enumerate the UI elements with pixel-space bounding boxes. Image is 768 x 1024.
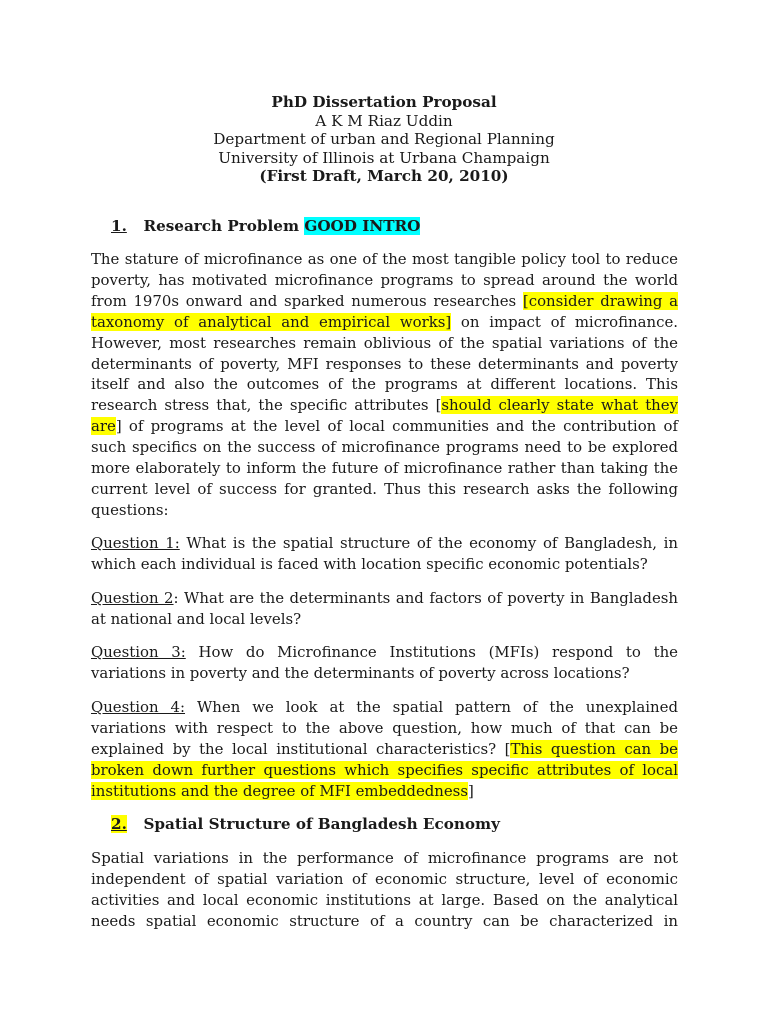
question-4: Question 4: When we look at the spatial pattern of the unexplained variations with respect to the above question, how much of that can be explained by the local institutional characteristics? [This question can be broken down further questions which specifies specific attributes of local institutions and the degree of MFI embeddedness] [91, 698, 678, 800]
section-1-comment: GOOD INTRO [304, 217, 421, 235]
paragraph-line: needs spatial economic structure of a country can be characterized in [91, 911, 678, 930]
paragraph-line: are] of programs at the level of local communities and the contribution of [91, 417, 678, 436]
paragraph-line: The stature of microfinance as one of the most tangible policy tool to reduce [91, 250, 678, 268]
paragraph-line: independent of spatial variation of economic structure, level of economic [91, 869, 678, 888]
paragraph-line: such specifics on the success of microfinance programs need to be explored [91, 438, 678, 457]
department-name: Department of urban and Regional Planning [213, 130, 555, 149]
university-name: University of Illinois at Urbana Champaign [218, 148, 550, 167]
paragraph-line: more elaborately to inform the future of microfinance rather than taking the [91, 459, 678, 478]
section-2-paragraph [91, 848, 678, 932]
paragraph-line: research stress that, the specific attributes [should clearly state what they [91, 396, 678, 415]
comment-highlight: broken down further questions which specifies specific attributes of local [91, 760, 678, 779]
question-2-label: Question 2 [91, 589, 174, 607]
draft-date: (First Draft, March 20, 2010) [259, 167, 509, 186]
paragraph-line: itself and also the outcomes of the programs at different locations. This [91, 375, 678, 394]
comment-highlight: are [91, 417, 116, 436]
document-title: PhD Dissertation Proposal [271, 93, 497, 111]
comment-highlight: institutions and the degree of MFI embeddedness [91, 781, 468, 800]
question-4-label: Question 4: [91, 698, 186, 716]
paragraph-line: determinants of poverty, MFI responses to these determinants and poverty [91, 354, 678, 373]
paragraph-line: However, most researches remain oblivious of the spatial variations of the [91, 333, 678, 352]
paragraph-line: questions: [91, 500, 169, 519]
paragraph-line: activities and local economic institutions at large. Based on the analytical [91, 890, 678, 909]
paragraph-line: Spatial variations in the performance of microfinance programs are not [91, 849, 678, 867]
question-1-label: Question 1: [91, 534, 180, 552]
section-1-paragraph [91, 249, 678, 521]
section-1-heading [111, 216, 420, 236]
question-3-label: Question 3: [91, 643, 186, 661]
section-2-title: Spatial Structure of Bangladesh Economy [143, 815, 500, 833]
question-2: Question 2: What are the determinants and factors of poverty in Bangladesh at national and local levels? [91, 589, 678, 628]
section-2-heading [111, 814, 500, 834]
paragraph-line: taxonomy of analytical and empirical works] on impact of microfinance. [91, 312, 678, 331]
comment-highlight: This question can be [510, 739, 678, 758]
question-3: Question 3: How do Microfinance Institutions (MFIs) respond to the variations in poverty and the determinants of poverty across locations? [91, 643, 678, 682]
section-2-number: 2. [111, 815, 127, 833]
comment-highlight: taxonomy of analytical and empirical works] [91, 312, 452, 331]
comment-highlight: [consider drawing a [522, 291, 678, 310]
comment-highlight: should clearly state what they [441, 396, 678, 415]
question-1: Question 1: What is the spatial structure of the economy of Bangladesh, in which each individual is faced with location specific economic potentials? [91, 534, 678, 573]
paragraph-line: current level of success for granted. Thus this research asks the following [91, 479, 678, 498]
document-header [0, 93, 768, 186]
paragraph-line: from 1970s onward and sparked numerous researches [consider drawing a [91, 291, 678, 310]
author-name: A K M Riaz Uddin [315, 111, 453, 130]
paragraph-line: poverty, has motivated microfinance programs to spread around the world [91, 270, 678, 289]
section-1-title: Research Problem [143, 217, 300, 235]
section-1-number: 1. [111, 217, 127, 235]
